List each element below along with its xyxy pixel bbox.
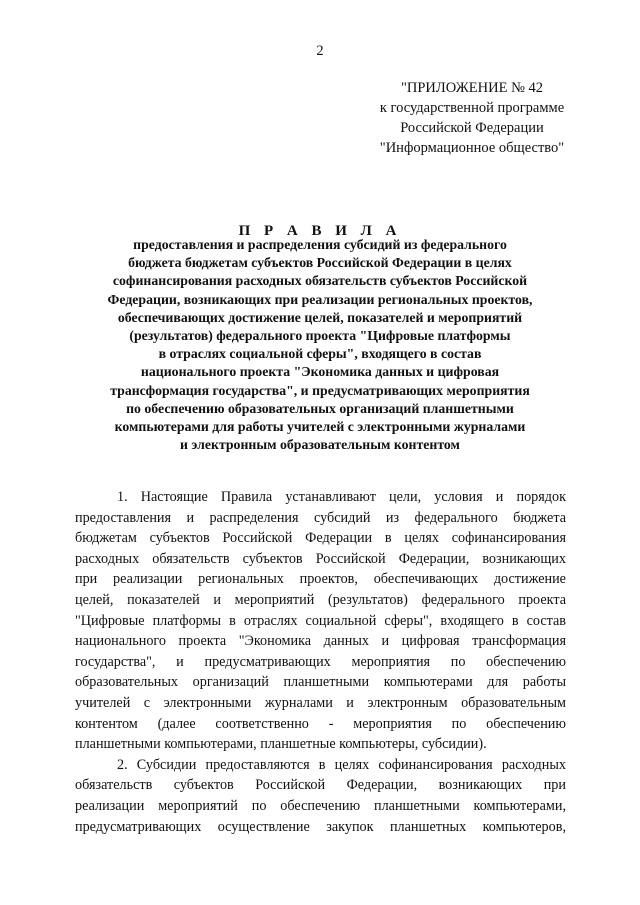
appendix-header — [362, 78, 582, 158]
paragraph-line: планшетными компьютерами, планшетные компьютеры, субсидии). — [75, 736, 487, 753]
paragraph-2 — [75, 755, 566, 837]
paragraph-line: целей, показателей и мероприятий (результатов) федерального проекта — [75, 591, 566, 608]
appendix-line: к государственной программе — [379, 100, 565, 116]
subtitle-line: по обеспечению образовательных организаций планшетными — [126, 400, 514, 416]
subtitle-line: трансформация государства", и предусматривающих мероприятия — [110, 382, 530, 398]
paragraph-line: 1. Настоящие Правила устанавливают цели, условия и порядок — [117, 489, 566, 505]
paragraph-line: реализации мероприятий по обеспечению планшетными компьютерами, — [75, 797, 566, 814]
paragraph-line: образовательных организаций планшетными компьютерами для работы — [75, 674, 566, 691]
subtitle-line: обеспечивающих достижение целей, показателей и мероприятий — [117, 309, 523, 325]
appendix-line: "Информационное общество" — [379, 140, 565, 156]
subtitle-line: Федерации, возникающих при реализации региональных проектов, — [107, 291, 533, 307]
paragraph-line: национального проекта "Экономика данных и цифровая трансформация — [75, 633, 566, 650]
paragraph-line: "Цифровые платформы в отраслях социальной сферы", входящего в состав — [75, 612, 566, 629]
paragraph-line: обязательств субъектов Российской Федерации, возникающих при — [75, 777, 566, 794]
paragraph-line: предоставления и распределения субсидий из федерального бюджета — [75, 509, 566, 526]
paragraph-line: 2. Субсидии предоставляются в целях софинансирования расходных — [117, 756, 566, 773]
subtitle-line: компьютерами для работы учителей с электронными журналами — [114, 419, 526, 435]
paragraph-line: расходных обязательств субъектов Российской Федерации, возникающих — [75, 550, 566, 567]
document-subtitle — [70, 236, 570, 454]
paragraph-line: бюджетам субъектов Российской Федерации в целях софинансирования — [75, 530, 566, 547]
document-title: П Р А В И Л А — [238, 223, 402, 239]
subtitle-line: (результатов) федерального проекта "Цифровые платформы — [129, 328, 511, 344]
appendix-line: "ПРИЛОЖЕНИЕ № 42 — [400, 80, 544, 96]
subtitle-line: в отраслях социальной сферы", входящего в состав — [158, 346, 482, 362]
body-text — [75, 487, 566, 837]
paragraph-line: при реализации региональных проектов, обеспечивающих достижение — [75, 571, 566, 588]
subtitle-line: и электронным образовательным контентом — [180, 437, 460, 453]
subtitle-line: софинансирования расходных обязательств субъектов Российской — [112, 273, 528, 289]
appendix-line: Российской Федерации — [400, 120, 544, 136]
subtitle-line: бюджета бюджетам субъектов Российской Федерации в целях — [128, 255, 512, 271]
paragraph-line: учителей с электронными журналами и электронным образовательным — [75, 694, 566, 711]
subtitle-line: предоставления и распределения субсидий из федерального — [133, 237, 507, 252]
paragraph-1 — [75, 487, 566, 755]
paragraph-line: предусматривающих осуществление закупок планшетных компьютеров, — [75, 818, 566, 835]
paragraph-line: контентом (далее соответственно - мероприятия по обеспечению — [75, 715, 566, 732]
page-number: 2 — [316, 43, 324, 59]
subtitle-line: национального проекта "Экономика данных и цифровая — [140, 364, 500, 380]
paragraph-line: государства", и предусматривающих мероприятия по обеспечению — [75, 653, 566, 670]
